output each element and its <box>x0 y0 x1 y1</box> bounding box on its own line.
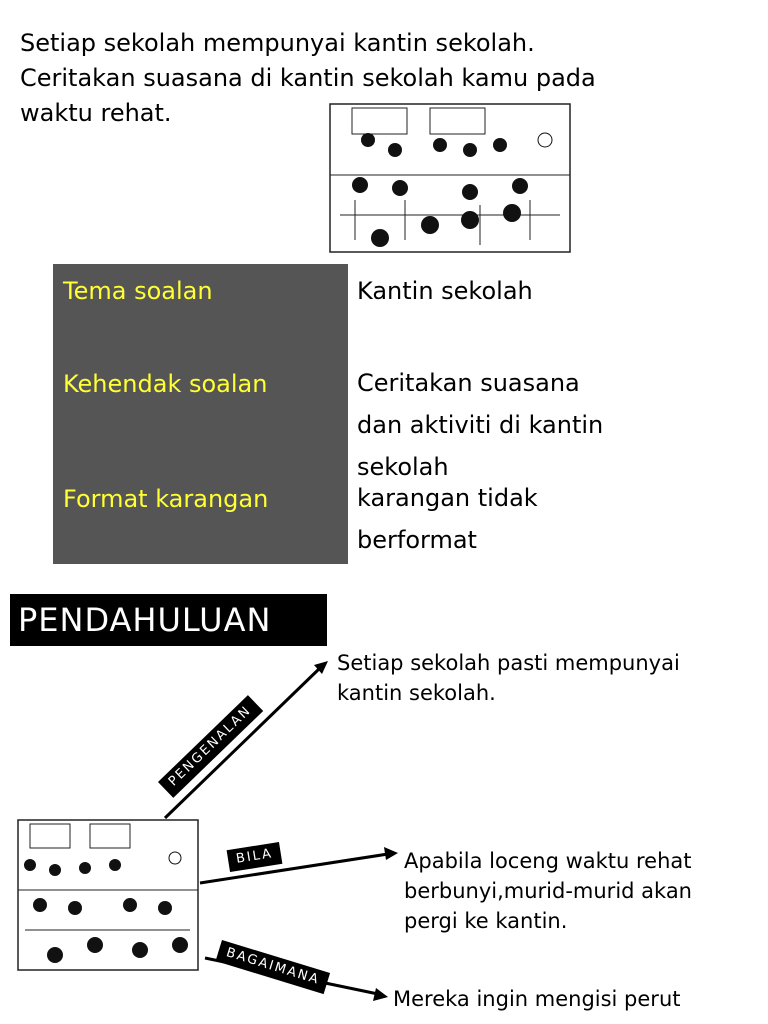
tag-bagaimana: BAGAIMANA <box>216 940 331 994</box>
tag-bila: BILA <box>227 842 283 872</box>
label-format-karangan: Format karangan <box>63 485 269 513</box>
question-line-3: waktu rehat. <box>20 99 172 127</box>
value-tema-soalan: Kantin sekolah <box>357 277 533 305</box>
value-kehendak-soalan: Ceritakan suasana dan aktiviti di kantin sekolah <box>357 369 604 481</box>
canteen-illustration-bottom <box>18 820 198 970</box>
question-line-1: Setiap sekolah mempunyai kantin sekolah. <box>20 29 535 57</box>
note-bagaimana: Mereka ingin mengisi perut <box>393 987 681 1011</box>
label-kehendak-soalan: Kehendak soalan <box>63 370 268 398</box>
value-format-karangan: karangan tidak berformat <box>357 484 538 554</box>
section-title: PENDAHULUAN <box>10 594 327 646</box>
label-tema-soalan: Tema soalan <box>63 277 213 305</box>
question-line-2: Ceritakan suasana di kantin sekolah kamu pada <box>20 64 596 92</box>
info-panel <box>53 264 348 564</box>
tag-pengenalan: PENGENALAN <box>158 695 263 798</box>
note-bila: Apabila loceng waktu rehat berbunyi,murid-murid akan pergi ke kantin. <box>404 849 692 933</box>
arrow-pengenalan <box>165 661 328 818</box>
canteen-illustration-top <box>330 104 570 252</box>
note-pengenalan: Setiap sekolah pasti mempunyai kantin sekolah. <box>337 651 680 705</box>
